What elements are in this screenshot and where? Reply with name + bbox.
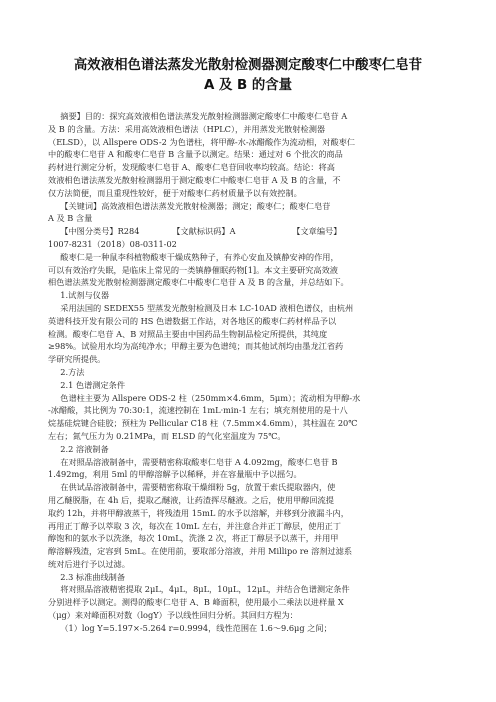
section-line: 用乙醚脱脂，在 4h 后，提取乙醚液，让药渣挥尽醚液。之后，使用甲醇回流提: [48, 494, 334, 505]
paper-title-line1: 高效液相色谱法蒸发光散射检测器测定酸枣仁中酸枣仁皂苷: [73, 58, 423, 73]
section-line: 烷基硅烷键合硅胶；预柱为 Pellicular C18 柱（7.5mm×4.6mm），其柱温在 20℃: [48, 418, 358, 429]
intro-line: 酸枣仁是一种鼠李科植物酸枣干燥成熟种子，有养心安血及镇静安神的作用，: [60, 251, 339, 262]
abstract-line: 药材进行测定分析，发现酸枣仁皂苷 A、酸枣仁皂苷回收率均较高。结论：将高: [48, 162, 335, 173]
abstract-line: 中的酸枣仁皂苷 A 和酸枣仁皂苷 B 含量予以测定。结果：通过对 6 个批次的商品: [48, 149, 343, 160]
regression-equation: （1）log Y=5.197×-5.264 r=0.9994，线性范围在 1.6～9.6μg 之间；: [60, 622, 332, 633]
keywords-line: A 及 B 含量: [48, 213, 93, 224]
section-line: 在对照品溶液制备中，需要精密称取酸枣仁皂苷 A 4.092mg，酸枣仁皂苷 B: [60, 456, 338, 467]
subsection-heading: 2.1 色谱测定条件: [60, 379, 126, 390]
section-calibration: [48, 583, 448, 634]
section-chromatography: [48, 392, 448, 443]
section-line: 英谱科技开发有限公司的 HS 色谱数据工作站，对各地区的酸枣仁药材样品予以: [48, 315, 337, 326]
clc-number: 【中图分类号】R284: [60, 226, 140, 237]
section-line: （μg）来对峰面积对数（logY）予以线性回归分析。其回归方程为：: [48, 610, 298, 621]
abstract-line: 效液相色谱法蒸发光散射检测器用于测定酸枣仁中酸枣仁皂苷 A 及 B 的含量，不: [48, 174, 341, 185]
section-line: 取约 12h，并将甲醇液蒸干，将残渣用 15mL 的水予以溶解，并移到分液漏斗内，: [48, 507, 349, 518]
section-line: 学研究所提供。: [48, 354, 106, 365]
classification-row: [48, 225, 448, 238]
document-code: 【文献标识码】A: [172, 226, 236, 237]
subsection-heading: 2.2 溶液制备: [60, 443, 109, 454]
section-line: 色谱柱主要为 Allspere ODS-2 柱（250mm×4.6mm，5μm）；流动相为甲醇-水: [60, 392, 361, 403]
section-line: 将对照品溶液精密提取 2μL，4μL，8μL，10μL，12μL，并结合色谱测定条件: [60, 584, 350, 595]
introduction: [48, 251, 448, 289]
section-line: 统对后进行予以过滤。: [48, 558, 130, 569]
article-number: 1007-8231（2018）08-0311-02: [48, 238, 177, 249]
intro-line: 相色谱法蒸发光散射检测器测定酸枣仁中酸枣仁皂苷 A 及 B 的含量，并总结如下。: [48, 277, 349, 288]
section-solution: [48, 456, 448, 571]
section-line: 醇溶解残渣，定容到 5mL。在使用前，要取部分溶液，并用 Millipo re 溶剂过滤系: [48, 546, 353, 557]
keywords: [48, 200, 448, 226]
section-reagents: [48, 302, 448, 366]
section-heading: 1.试剂与仪器: [60, 290, 110, 301]
abstract-line: 摘要】目的：探究高效液相色谱法蒸发光散射检测器测定酸枣仁中酸枣仁皂苷 A: [60, 111, 348, 121]
section-line: 再用正丁醇予以萃取 3 次，每次在 10mL 左右，并注意合并正丁醇层，使用正丁: [48, 520, 342, 531]
abstract-line: 仅方法简便，而且重现性较好，便于对酸枣仁药材质量予以有效控制。: [48, 187, 302, 198]
section-line: 在供试品溶液制备中，需要精密称取干燥细粉 5g，放置于索氏提取器内，使: [60, 482, 336, 493]
abstract-line: （ELSD），以 Allspere ODS-2 为色谱柱，将甲醇-水-冰醋酸作为流动相，对酸枣仁: [48, 136, 356, 147]
section-line: 1.492mg，利用 5ml 的甲醇溶解予以稀释，并在容量瓶中予以摇匀。: [48, 469, 302, 480]
section-line: 检测。酸枣仁皂苷 A、B 对照品主要由中国药品生物制品检定所提供，其纯度: [48, 328, 328, 339]
section-line: 采用法国的 SEDEX55 型蒸发光散射检测及日本 LC-10AD 液相色谱仪，由杭州: [60, 302, 354, 313]
section-line: 醇饱和的氨水予以洗涤，每次 10mL，洗涤 2 次，将正丁醇层予以蒸干，并用甲: [48, 533, 339, 544]
abstract: [48, 110, 448, 200]
keywords-line: 【关键词】高效液相色谱法蒸发光散射检测器；测定；酸枣仁；酸枣仁皂苷: [60, 200, 331, 211]
section-line: ≥98%。试验用水均为高纯净水；甲醇主要为色谱纯；而其他试剂均由墨龙江省药: [48, 341, 344, 352]
paper-title-line2: A 及 B 的含量: [203, 78, 293, 93]
subsection-heading: 2.3 标准曲线制备: [60, 571, 126, 582]
section-line: 分别进样予以测定。测得的酸枣仁皂苷 A、B 峰面积，使用最小二乘法以进样量 X: [48, 597, 344, 608]
section-line: 左右；氮气压力为 0.21MPa，而 ELSD 的气化室温度为 75℃。: [48, 430, 286, 441]
article-number-label: 【文章编号】: [292, 226, 342, 237]
section-line: -冰醋酸，其比例为 70:30:1，流速控制在 1mL·min-1 左右；填充剂使用的是十八: [48, 405, 348, 416]
section-heading: 2.方法: [60, 366, 85, 377]
intro-line: 可以有效治疗失眠，是临床上常见的一类镇静催眠药物[1]。本文主要研究高效液: [48, 264, 338, 275]
abstract-line: 及 B 的含量。方法：采用高效液相色谱法（HPLC），并用蒸发光散射检测器: [48, 123, 326, 134]
